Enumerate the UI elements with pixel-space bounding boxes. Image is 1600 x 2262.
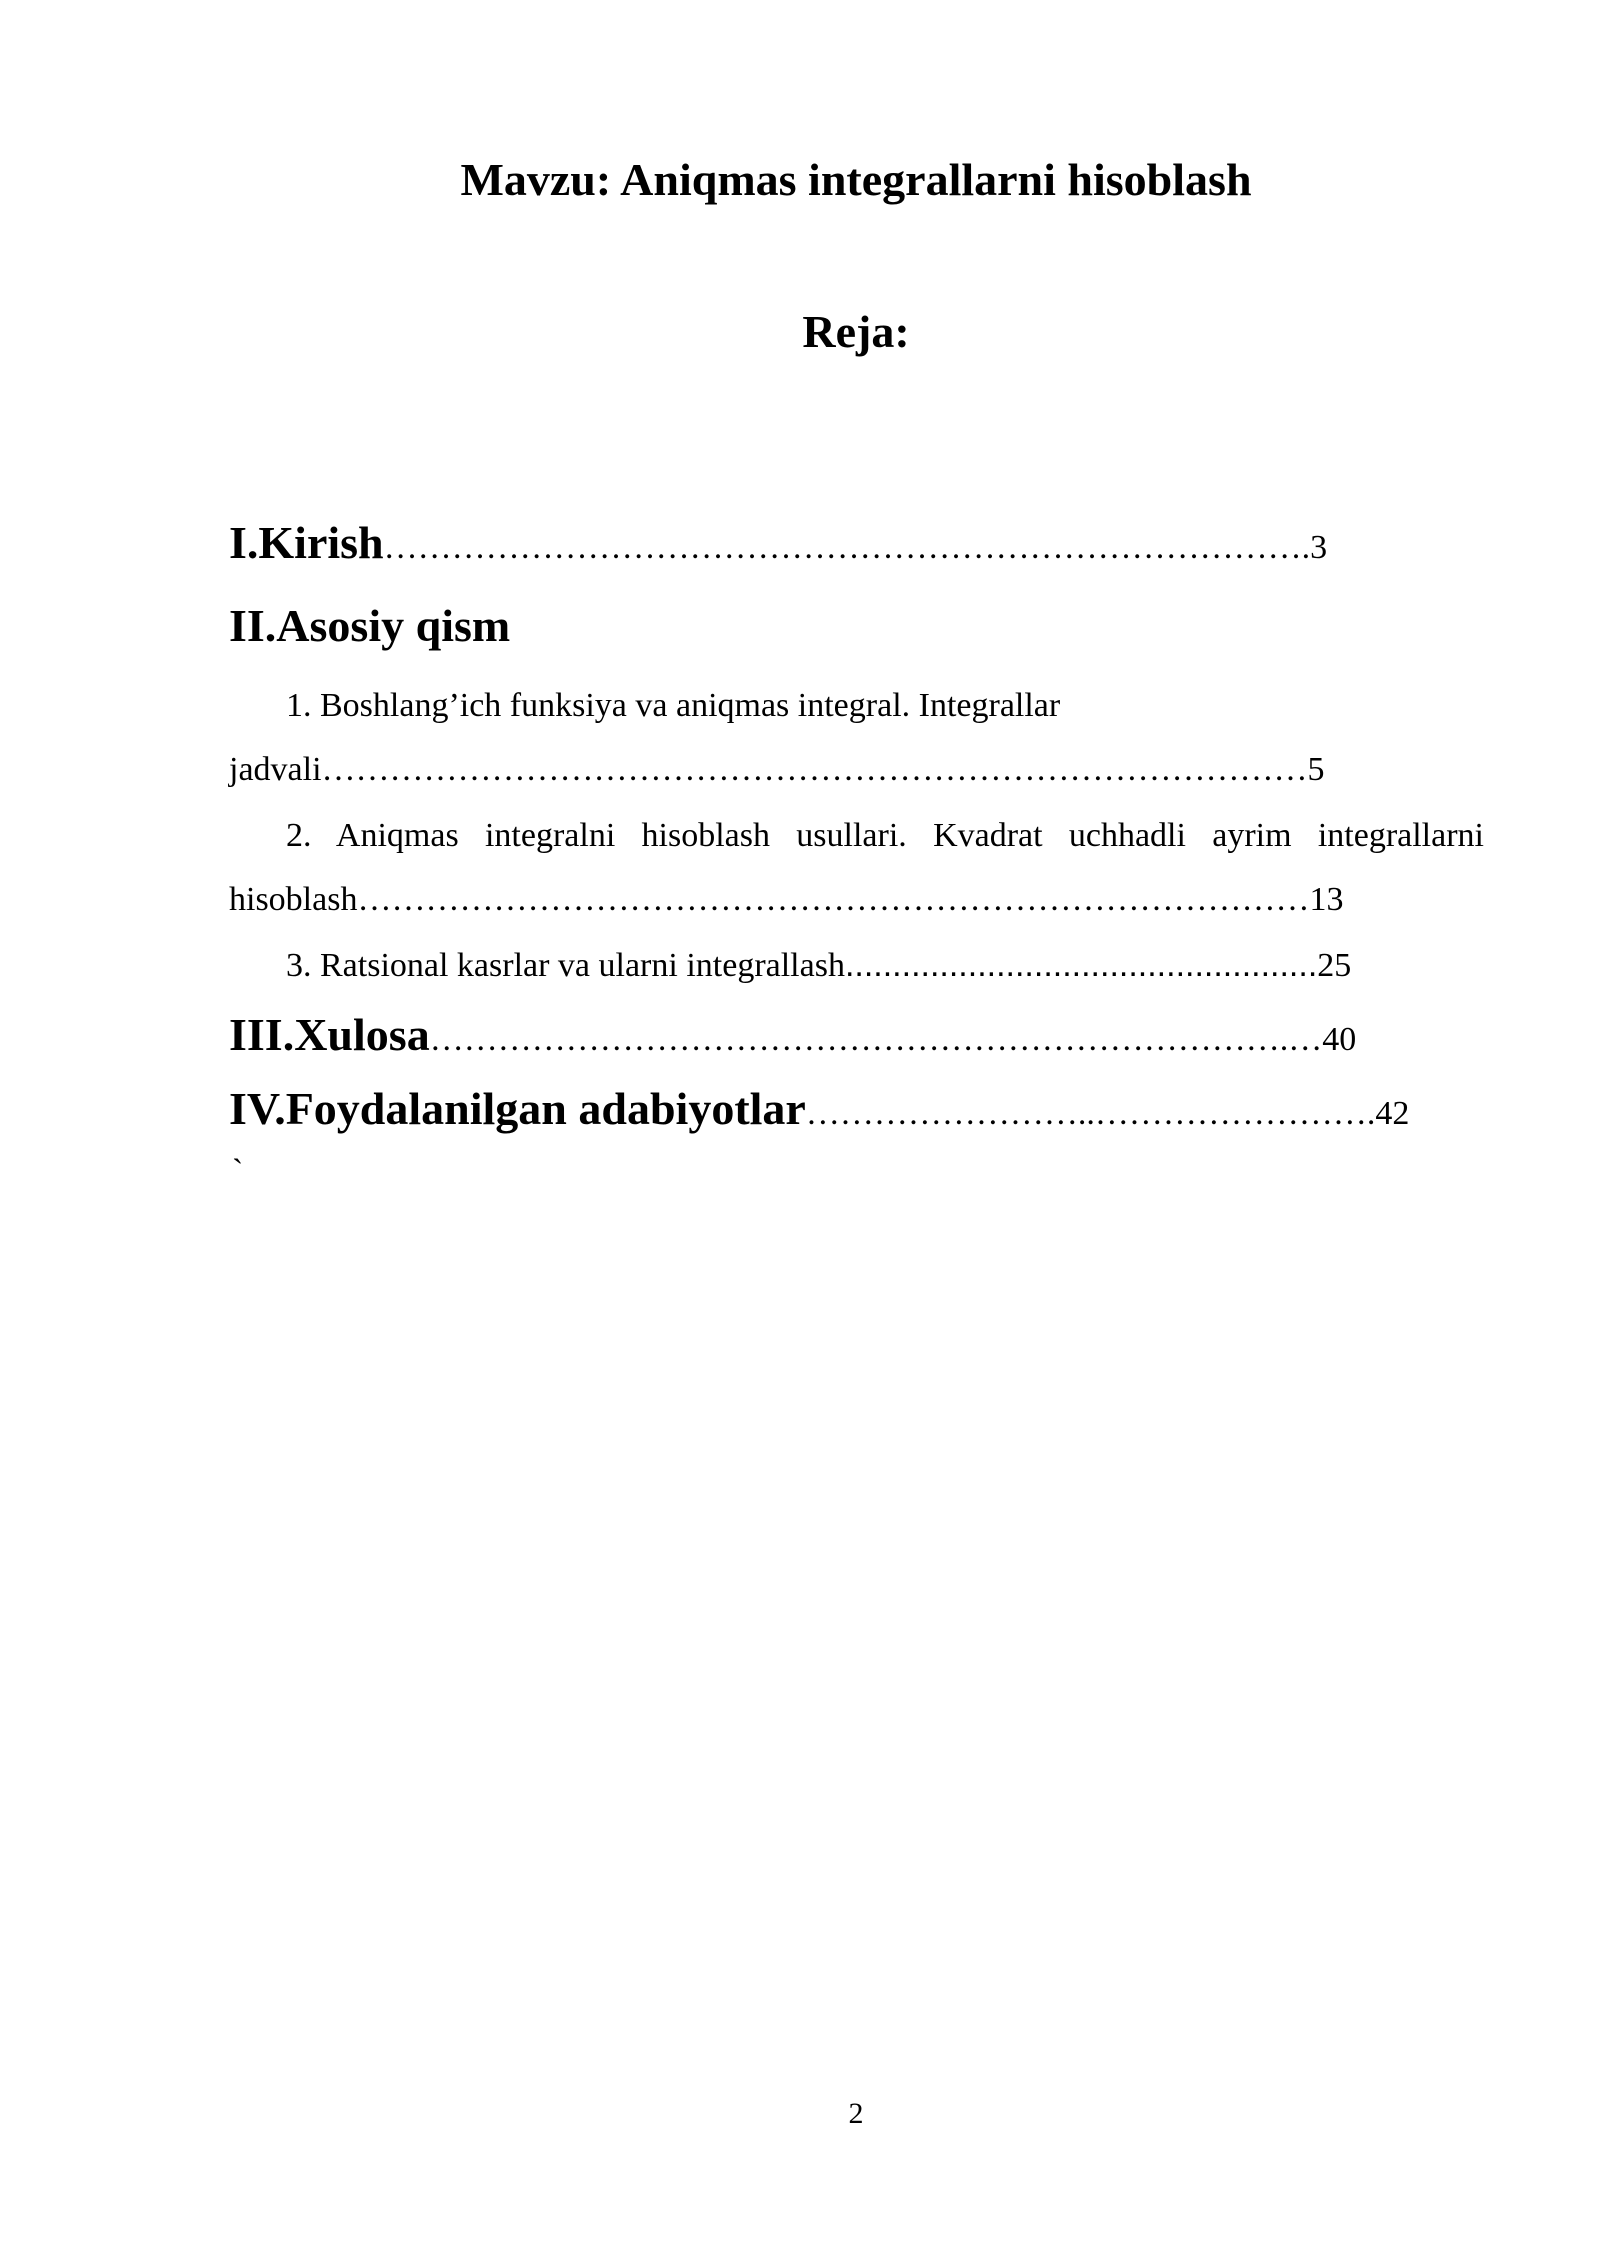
toc-leader-dots: ………………………………………………………………………… (357, 881, 1310, 918)
document-title: Mavzu: Aniqmas integrallarni hisoblash (460, 154, 1252, 205)
page-number: 2 (848, 2097, 864, 2130)
toc-entry-references (229, 1081, 1409, 1142)
toc-entry-label: IV.Foydalanilgan adabiyotlar (229, 1083, 806, 1134)
toc-subentry-2-line2 (229, 878, 1343, 922)
toc-leader-dots: .................................................. (844, 946, 1318, 984)
toc-entry-label: I.Kirish (229, 517, 384, 568)
toc-subentry-3 (286, 943, 1351, 988)
stray-mark: ` (232, 1153, 244, 1190)
toc-entry-intro (229, 515, 1327, 576)
toc-leader-dots: ………………………………………………………………….… (429, 1021, 1323, 1058)
toc-subentry-text: hisoblash (229, 881, 358, 918)
toc-page-number: 42 (1375, 1095, 1410, 1132)
toc-page-number: 3 (1310, 529, 1328, 566)
toc-subentry-text: jadvali (229, 751, 322, 788)
toc-leader-dots: …………………………………………………………………………… (321, 751, 1308, 788)
toc-entry-label: II.Asosiy qism (229, 600, 511, 651)
toc-entry-conclusion (229, 1007, 1356, 1068)
toc-entry-label: III.Xulosa (229, 1009, 430, 1060)
toc-entry-main-part (229, 598, 510, 654)
toc-leader-dots: ……………………..……………………. (805, 1095, 1376, 1132)
toc-page-number: 13 (1309, 881, 1344, 918)
toc-page-number: 5 (1307, 751, 1325, 788)
toc-subentry-1-line2 (229, 748, 1325, 792)
plan-heading: Reja: (802, 306, 910, 357)
toc-subentry-2-line1: 2. Aniqmas integralni hisoblash usullari. Kvadrat uchhadli ayrim integrallarni (286, 817, 1484, 854)
toc-leader-dots: ………………………………………………………………………. (383, 529, 1311, 566)
toc-subentry-1-line1: 1. Boshlang’ich funksiya va aniqmas integral. Integrallar (286, 687, 1061, 724)
toc-page-number: 40 (1322, 1021, 1357, 1058)
toc-page-number: 25 (1317, 947, 1352, 984)
toc-subentry-text: 3. Ratsional kasrlar va ularni integrallash (286, 947, 845, 984)
